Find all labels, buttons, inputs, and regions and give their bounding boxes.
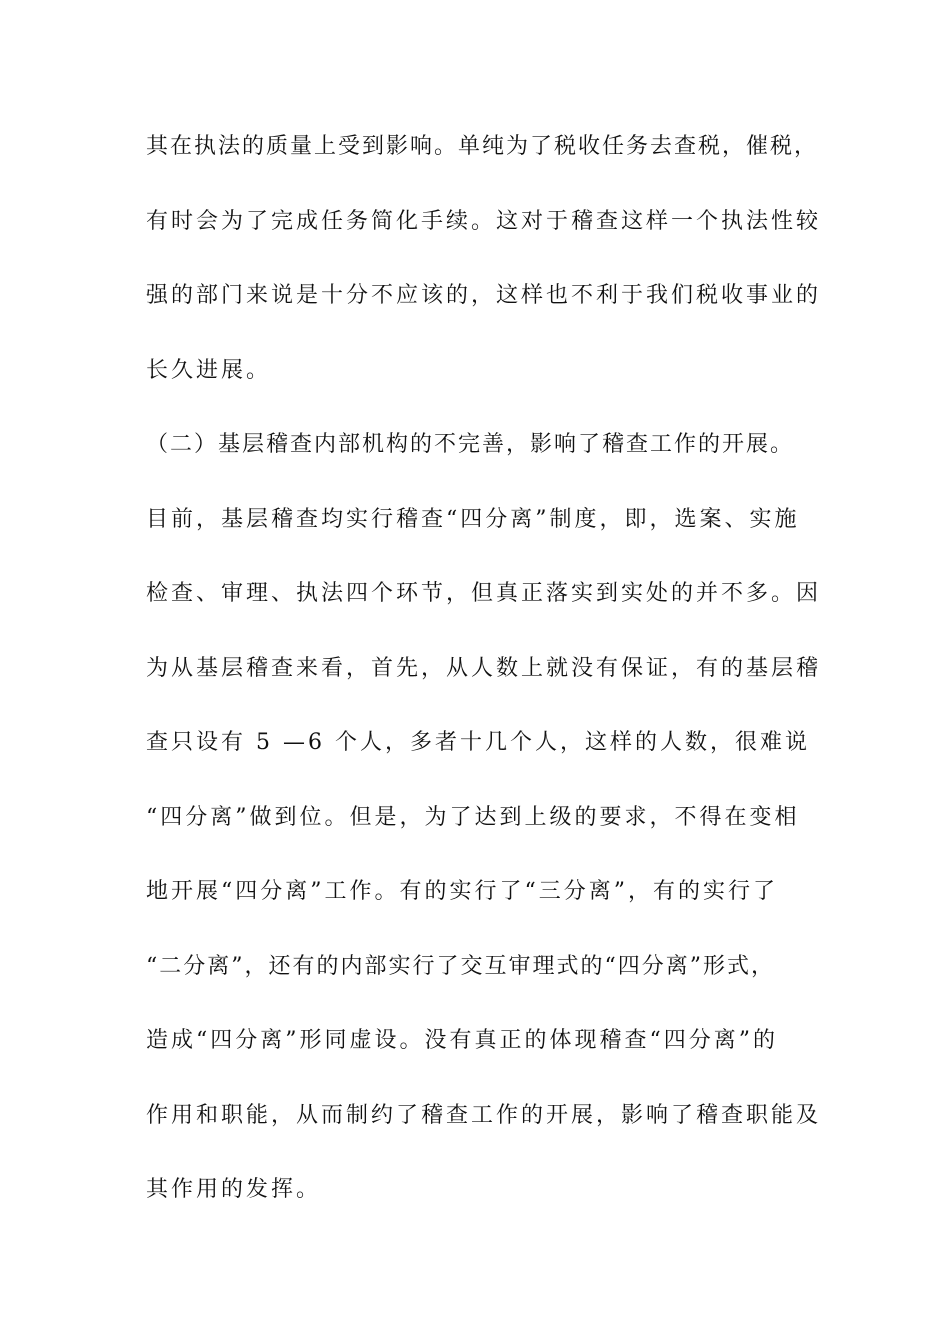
text-line-14: 作用和职能，从而制约了稽查工作的开展，影响了稽查职能及: [146, 1102, 822, 1128]
text-line-13: 造成“四分离”形同虚设。没有真正的体现稽查“四分离”的: [146, 1028, 778, 1053]
text-line-4: 长久进展。: [146, 357, 272, 383]
text-line-11: 地开展“四分离”工作。有的实行了“三分离”，有的实行了: [146, 879, 778, 904]
text-line-2: 有时会为了完成任务简化手续。这对于稽查这样一个执法性较: [146, 208, 822, 234]
text-line-7: 检查、审理、执法四个环节，但真正落实到实处的并不多。因: [146, 581, 822, 606]
body-text: [146, 128, 836, 1246]
text-line-10: “四分离”做到位。但是，为了达到上级的要求，不得在变相: [146, 804, 800, 830]
text-line-9: 查只设有 5 —6 个人，多者十几个人，这样的人数，很难说: [146, 730, 810, 755]
text-line-1: 其在执法的质量上受到影响。单纯为了税收任务去查税，催税，: [146, 134, 819, 159]
text-line-12: “二分离”，还有的内部实行了交互审理式的“四分离”形式，: [146, 953, 775, 979]
text-line-3: 强的部门来说是十分不应该的，这样也不利于我们税收事业的: [146, 283, 822, 308]
text-line-15: 其作用的发挥。: [146, 1177, 322, 1202]
text-line-8: 为从基层稽查来看，首先，从人数上就没有保证，有的基层稽: [146, 655, 822, 681]
text-line-6: 目前，基层稽查均实行稽查“四分离”制度，即，选案、实施: [146, 506, 800, 532]
section-heading: （二）基层稽查内部机构的不完善，影响了稽查工作的开展。: [146, 432, 795, 457]
